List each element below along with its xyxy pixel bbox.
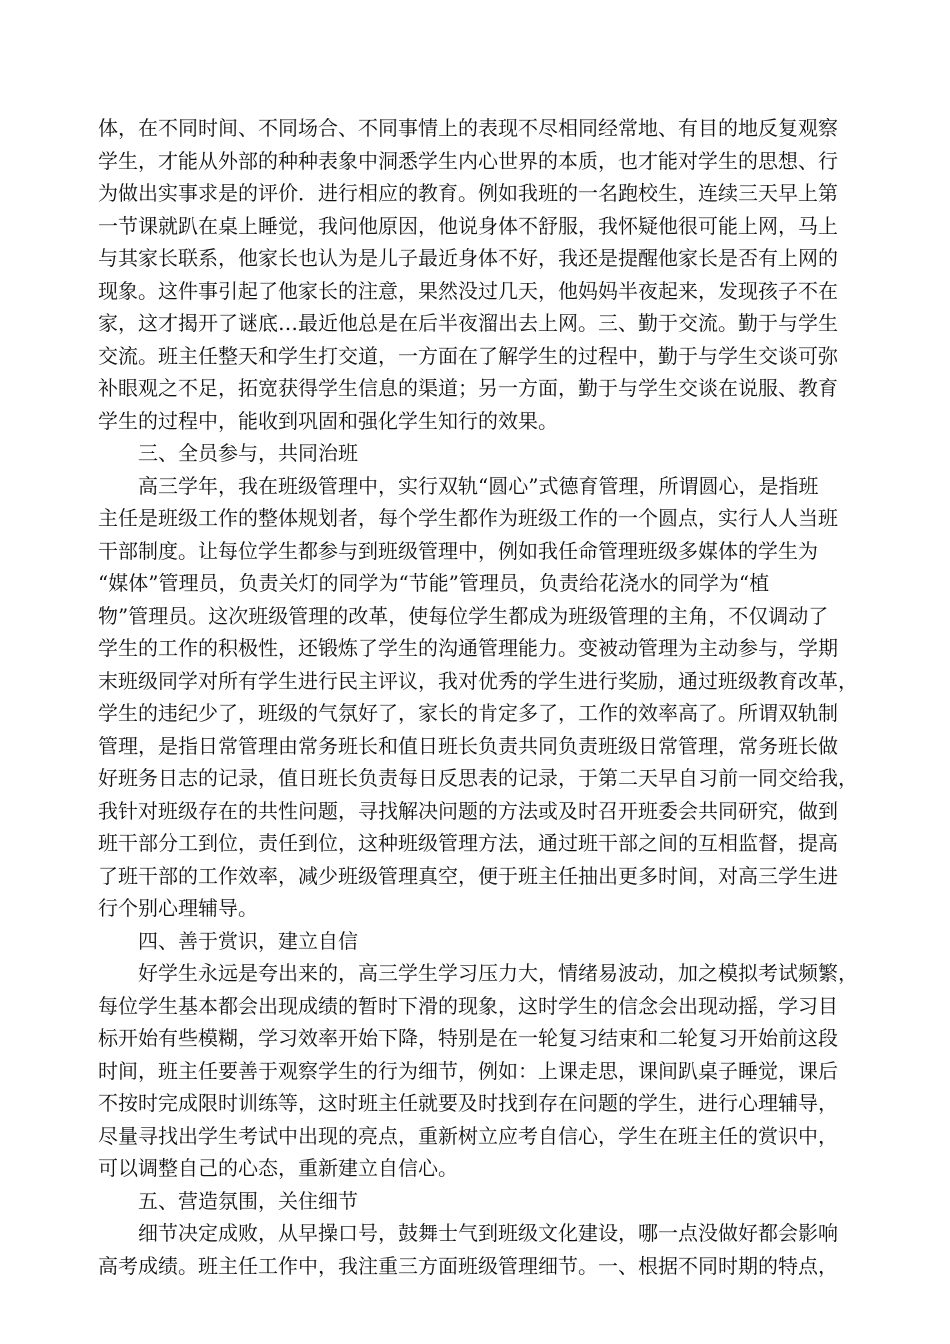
paragraph-line: 时间，班主任要善于观察学生的行为细节，例如：上课走思，课间趴桌子睡觉，课后 [98, 1058, 838, 1083]
paragraph-line: “媒体”管理员，负责关灯的同学为“节能”管理员，负责给花浇水的同学为“植 [98, 571, 770, 595]
document-page [98, 112, 858, 1282]
section-heading: 三、全员参与，共同治班 [138, 441, 358, 465]
paragraph-line: 高考成绩。班主任工作中，我注重三方面班级管理细节。一、根据不同时期的特点， [98, 1253, 838, 1278]
paragraph-line: 尽量寻找出学生考试中出现的亮点，重新树立应考自信心，学生在班主任的赏识中， [98, 1123, 838, 1148]
paragraph-line: 干部制度。让每位学生都参与到班级管理中，例如我任命管理班级多媒体的学生为 [98, 538, 818, 563]
paragraph-line: 学生，才能从外部的种种表象中洞悉学生内心世界的本质，也才能对学生的思想、行 [98, 148, 838, 173]
paragraph-line: 物”管理员。这次班级管理的改革，使每位学生都成为班级管理的主角，不仅调动了 [98, 603, 829, 628]
paragraph-line: 管理，是指日常管理由常务班长和值日班长负责共同负责班级日常管理，常务班长做 [98, 733, 838, 758]
section-heading: 五、营造氛围，关住细节 [138, 1188, 358, 1213]
paragraph-line: 我针对班级存在的共性问题，寻找解决问题的方法或及时召开班委会共同研究，做到 [98, 798, 838, 823]
paragraph-line: 末班级同学对所有学生进行民主评议，我对优秀的学生进行奖励，通过班级教育改革， [98, 668, 858, 693]
paragraph-line: 主任是班级工作的整体规划者，每个学生都作为班级工作的一个圆点，实行人人当班 [98, 506, 838, 530]
paragraph-line: 好学生永远是夸出来的，高三学生学习压力大，情绪易波动，加之模拟考试频繁， [138, 961, 858, 985]
paragraph-line: 可以调整自己的心态，重新建立自信心。 [98, 1156, 458, 1180]
paragraph-line: 了班干部的工作效率，减少班级管理真空，便于班主任抽出更多时间，对高三学生进 [98, 863, 838, 888]
paragraph-line: 为做出实事求是的评价．进行相应的教育。例如我班的一名跑校生，连续三天早上第 [98, 181, 838, 205]
paragraph-line: 家，这才揭开了谜底…最近他总是在后半夜溜出去上网。三、勤于交流。勤于与学生 [98, 311, 838, 335]
paragraph-line: 班干部分工到位，责任到位，这种班级管理方法，通过班干部之间的互相监督，提高 [98, 831, 838, 855]
paragraph-line: 每位学生基本都会出现成绩的暂时下滑的现象，这时学生的信念会出现动摇，学习目 [98, 993, 838, 1018]
paragraph-line: 行个别心理辅导。 [98, 896, 258, 920]
paragraph-line: 体，在不同时间、不同场合、不同事情上的表现不尽相同经常地、有目的地反复观察 [98, 116, 838, 140]
paragraph-line: 不按时完成限时训练等，这时班主任就要及时找到存在问题的学生，进行心理辅导， [98, 1091, 838, 1115]
paragraph-line: 学生的工作的积极性，还锻炼了学生的沟通管理能力。变被动管理为主动参与，学期 [98, 636, 838, 660]
paragraph-line: 补眼观之不足，拓宽获得学生信息的渠道；另一方面，勤于与学生交谈在说服、教育 [98, 376, 838, 400]
paragraph-line: 现象。这件事引起了他家长的注意，果然没过几天，他妈妈半夜起来，发现孩子不在 [98, 278, 838, 303]
paragraph-line: 一节课就趴在桌上睡觉，我问他原因，他说身体不舒服，我怀疑他很可能上网，马上 [98, 213, 838, 238]
paragraph-line: 学生的过程中，能收到巩固和强化学生知行的效果。 [98, 408, 558, 433]
paragraph-line: 与其家长联系，他家长也认为是儿子最近身体不好，我还是提醒他家长是否有上网的 [98, 246, 838, 270]
paragraph-line: 标开始有些模糊，学习效率开始下降，特别是在一轮复习结束和二轮复习开始前这段 [98, 1026, 838, 1050]
paragraph-line: 交流。班主任整天和学生打交道，一方面在了解学生的过程中，勤于与学生交谈可弥 [98, 343, 838, 368]
paragraph-line: 细节决定成败，从早操口号，鼓舞士气到班级文化建设，哪一点没做好都会影响 [138, 1221, 838, 1245]
paragraph-line: 好班务日志的记录，值日班长负责每日反思表的记录，于第二天早自习前一同交给我， [98, 766, 858, 790]
section-heading: 四、善于赏识，建立自信 [138, 928, 358, 953]
paragraph-line: 学生的违纪少了，班级的气氛好了，家长的肯定多了，工作的效率高了。所谓双轨制 [98, 701, 838, 725]
paragraph-line: 高三学年，我在班级管理中，实行双轨“圆心”式德育管理，所谓圆心，是指班 [138, 473, 819, 498]
